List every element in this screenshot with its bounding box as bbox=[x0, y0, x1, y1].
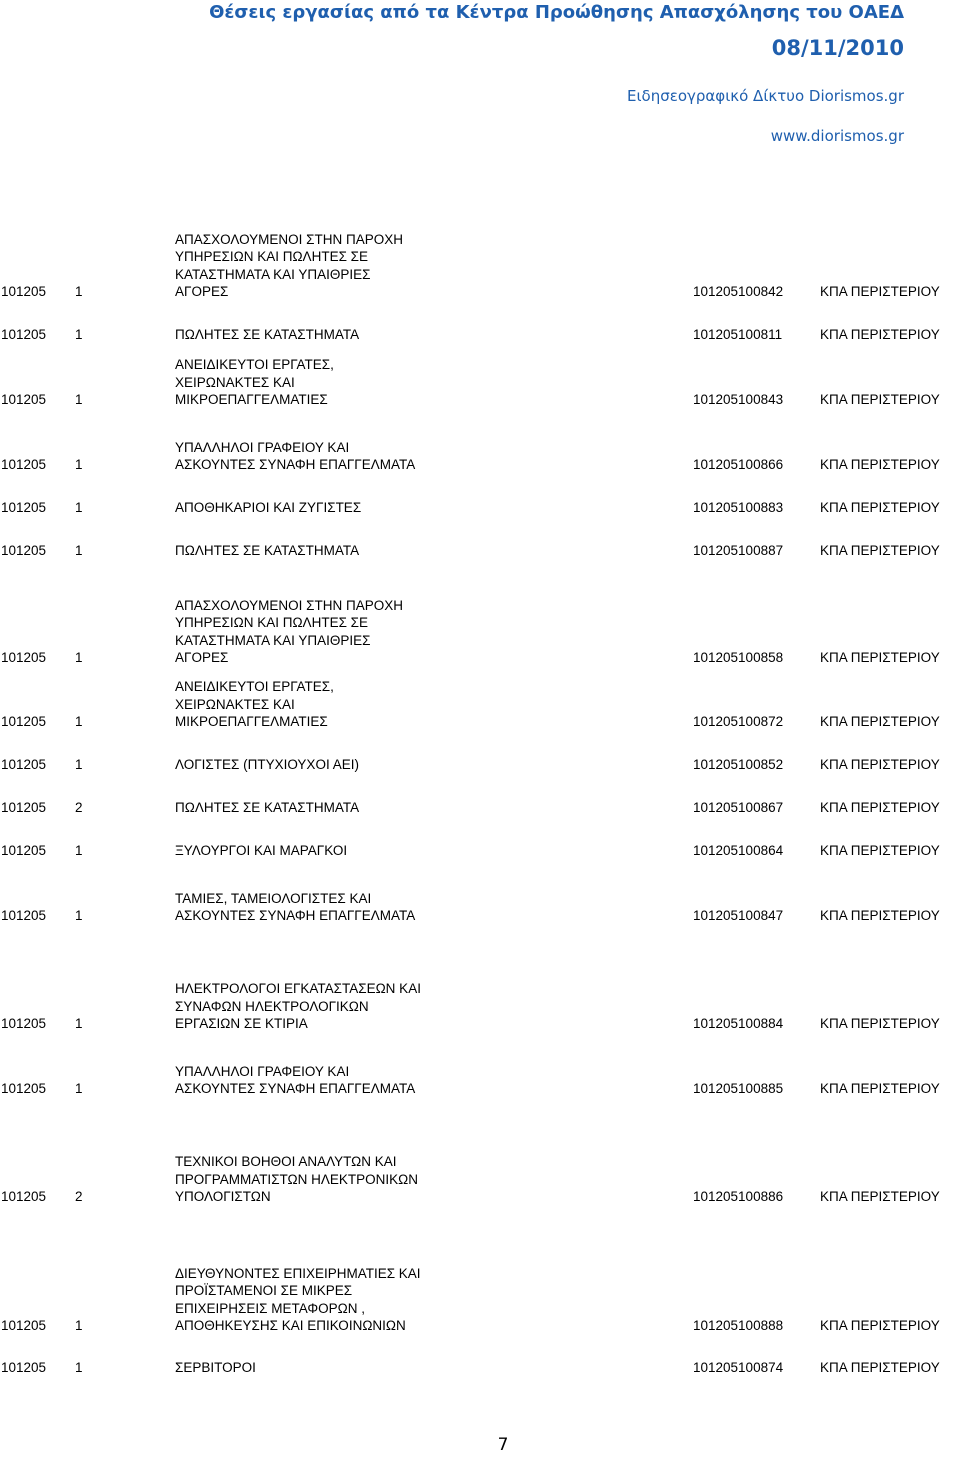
specialty-cell bbox=[175, 439, 415, 474]
specialty-line: ΜΙΚΡΟΕΠΑΓΓΕΛΜΑΤΙΕΣ bbox=[175, 392, 328, 407]
area-code-cell: 101205 bbox=[1, 392, 47, 407]
positions-count-cell: 1 bbox=[75, 714, 83, 729]
website-link[interactable]: www.diorismos.gr bbox=[770, 127, 904, 145]
table-row bbox=[0, 679, 960, 731]
area-code-cell: 101205 bbox=[1, 908, 47, 923]
positions-count-cell: 1 bbox=[75, 327, 83, 342]
office-cell: ΚΠΑ ΠΕΡΙΣΤΕΡΙΟΥ bbox=[820, 284, 940, 299]
office-cell: ΚΠΑ ΠΕΡΙΣΤΕΡΙΟΥ bbox=[820, 1016, 940, 1031]
area-code-cell: 101205 bbox=[1, 500, 47, 515]
positions-count-cell: 1 bbox=[75, 1360, 83, 1375]
table-row bbox=[0, 799, 960, 817]
specialty-line: ΑΓΟΡΕΣ bbox=[175, 650, 229, 665]
table-row bbox=[0, 890, 960, 925]
positions-count-cell: 1 bbox=[75, 1016, 83, 1031]
area-code-cell: 101205 bbox=[1, 1360, 47, 1375]
specialty-cell bbox=[175, 231, 403, 301]
specialty-line: ΑΝΕΙΔΙΚΕΥΤΟΙ ΕΡΓΑΤΕΣ, bbox=[175, 679, 334, 694]
specialty-line: ΤΑΜΙΕΣ, ΤΑΜΕΙΟΛΟΓΙΣΤΕΣ ΚΑΙ bbox=[175, 890, 372, 906]
positions-count-cell: 1 bbox=[75, 843, 83, 858]
specialty-line: ΑΠΑΣΧΟΛΟΥΜΕΝΟΙ ΣΤΗΝ ΠΑΡΟΧΗ bbox=[175, 597, 404, 613]
job-id-cell: 101205100842 bbox=[693, 284, 784, 299]
office-cell: ΚΠΑ ΠΕΡΙΣΤΕΡΙΟΥ bbox=[820, 650, 940, 665]
job-id-cell: 101205100885 bbox=[693, 1081, 784, 1096]
specialty-cell bbox=[175, 1359, 256, 1377]
job-id-cell: 101205100843 bbox=[693, 392, 784, 407]
job-id-cell: 101205100887 bbox=[693, 543, 784, 558]
specialty-line: ΠΩΛΗΤΕΣ ΣΕ ΚΑΤΑΣΤΗΜΑΤΑ bbox=[175, 800, 360, 815]
table-row bbox=[0, 499, 960, 517]
area-code-cell: 101205 bbox=[1, 757, 47, 772]
specialty-line: ΥΠΑΛΛΗΛΟΙ ΓΡΑΦΕΙΟΥ ΚΑΙ bbox=[175, 439, 350, 455]
specialty-cell bbox=[175, 980, 421, 1033]
specialty-cell bbox=[175, 799, 359, 817]
area-code-cell: 101205 bbox=[1, 543, 47, 558]
specialty-cell bbox=[175, 1063, 415, 1098]
table-row bbox=[0, 1359, 960, 1377]
area-code-cell: 101205 bbox=[1, 457, 47, 472]
specialty-line: ΑΠΟΘΗΚΕΥΣΗΣ ΚΑΙ ΕΠΙΚΟΙΝΩΝΙΩΝ bbox=[175, 1318, 406, 1333]
area-code-cell: 101205 bbox=[1, 1016, 47, 1031]
specialty-line: ΑΓΟΡΕΣ bbox=[175, 284, 229, 299]
document-date: 08/11/2010 bbox=[771, 36, 904, 60]
specialty-line: ΚΑΤΑΣΤΗΜΑΤΑ ΚΑΙ ΥΠΑΙΘΡΙΕΣ bbox=[175, 266, 371, 282]
table-row bbox=[0, 756, 960, 774]
positions-count-cell: 1 bbox=[75, 392, 83, 407]
specialty-cell bbox=[175, 326, 359, 344]
specialty-line: ΑΝΕΙΔΙΚΕΥΤΟΙ ΕΡΓΑΤΕΣ, bbox=[175, 357, 334, 372]
job-id-cell: 101205100867 bbox=[693, 800, 784, 815]
positions-count-cell: 1 bbox=[75, 1081, 83, 1096]
specialty-line: ΠΩΛΗΤΕΣ ΣΕ ΚΑΤΑΣΤΗΜΑΤΑ bbox=[175, 543, 360, 558]
job-id-cell: 101205100874 bbox=[693, 1360, 784, 1375]
job-id-cell: 101205100886 bbox=[693, 1189, 784, 1204]
specialty-cell bbox=[175, 542, 359, 560]
job-id-cell: 101205100884 bbox=[693, 1016, 784, 1031]
table-row bbox=[0, 597, 960, 667]
positions-count-cell: 1 bbox=[75, 543, 83, 558]
area-code-cell: 101205 bbox=[1, 714, 47, 729]
office-cell: ΚΠΑ ΠΕΡΙΣΤΕΡΙΟΥ bbox=[820, 714, 940, 729]
office-cell: ΚΠΑ ΠΕΡΙΣΤΕΡΙΟΥ bbox=[820, 1081, 940, 1096]
specialty-cell bbox=[175, 499, 361, 517]
office-cell: ΚΠΑ ΠΕΡΙΣΤΕΡΙΟΥ bbox=[820, 843, 940, 858]
specialty-line: ΑΣΚΟΥΝΤΕΣ ΣΥΝΑΦΗ ΕΠΑΓΓΕΛΜΑΤΑ bbox=[175, 457, 416, 472]
table-row bbox=[0, 439, 960, 474]
positions-count-cell: 2 bbox=[75, 800, 83, 815]
job-id-cell: 101205100872 bbox=[693, 714, 784, 729]
specialty-line: ΜΙΚΡΟΕΠΑΓΓΕΛΜΑΤΙΕΣ bbox=[175, 714, 328, 729]
specialty-line: ΣΕΡΒΙΤΟΡΟΙ bbox=[175, 1360, 256, 1375]
specialty-line: ΥΠΗΡΕΣΙΩΝ ΚΑΙ ΠΩΛΗΤΕΣ ΣΕ bbox=[175, 615, 369, 630]
specialty-line: ΥΠΗΡΕΣΙΩΝ ΚΑΙ ΠΩΛΗΤΕΣ ΣΕ bbox=[175, 249, 369, 264]
office-cell: ΚΠΑ ΠΕΡΙΣΤΕΡΙΟΥ bbox=[820, 327, 940, 342]
job-id-cell: 101205100888 bbox=[693, 1318, 784, 1333]
specialty-line: ΑΣΚΟΥΝΤΕΣ ΣΥΝΑΦΗ ΕΠΑΓΓΕΛΜΑΤΑ bbox=[175, 908, 416, 923]
office-cell: ΚΠΑ ΠΕΡΙΣΤΕΡΙΟΥ bbox=[820, 1189, 940, 1204]
positions-count-cell: 1 bbox=[75, 908, 83, 923]
specialty-line: ΠΡΟΓΡΑΜΜΑΤΙΣΤΩΝ ΗΛΕΚΤΡΟΝΙΚΩΝ bbox=[175, 1171, 418, 1187]
specialty-line: ΗΛΕΚΤΡΟΛΟΓΟΙ ΕΓΚΑΤΑΣΤΑΣΕΩΝ ΚΑΙ bbox=[175, 981, 421, 996]
job-id-cell: 101205100847 bbox=[693, 908, 784, 923]
office-cell: ΚΠΑ ΠΕΡΙΣΤΕΡΙΟΥ bbox=[820, 457, 940, 472]
office-cell: ΚΠΑ ΠΕΡΙΣΤΕΡΙΟΥ bbox=[820, 757, 940, 772]
job-id-cell: 101205100852 bbox=[693, 757, 784, 772]
table-row bbox=[0, 231, 960, 301]
positions-count-cell: 2 bbox=[75, 1189, 83, 1204]
job-id-cell: 101205100811 bbox=[693, 327, 783, 342]
page-number: 7 bbox=[497, 1435, 509, 1455]
news-network-label: Ειδησεογραφικό Δίκτυο Diorismos.gr bbox=[626, 87, 904, 105]
job-id-cell: 101205100864 bbox=[693, 843, 784, 858]
office-cell: ΚΠΑ ΠΕΡΙΣΤΕΡΙΟΥ bbox=[820, 500, 940, 515]
job-id-cell: 101205100883 bbox=[693, 500, 784, 515]
specialty-line: ΠΩΛΗΤΕΣ ΣΕ ΚΑΤΑΣΤΗΜΑΤΑ bbox=[175, 327, 360, 342]
area-code-cell: 101205 bbox=[1, 843, 47, 858]
specialty-cell bbox=[175, 1265, 421, 1335]
area-code-cell: 101205 bbox=[1, 800, 47, 815]
specialty-line: ΥΠΟΛΟΓΙΣΤΩΝ bbox=[175, 1189, 271, 1204]
area-code-cell: 101205 bbox=[1, 1189, 47, 1204]
specialty-cell bbox=[175, 756, 359, 774]
specialty-line: ΞΥΛΟΥΡΓΟΙ ΚΑΙ ΜΑΡΑΓΚΟΙ bbox=[175, 843, 348, 858]
area-code-cell: 101205 bbox=[1, 284, 47, 299]
specialty-line: ΚΑΤΑΣΤΗΜΑΤΑ ΚΑΙ ΥΠΑΙΘΡΙΕΣ bbox=[175, 632, 371, 648]
specialty-line: ΑΠΑΣΧΟΛΟΥΜΕΝΟΙ ΣΤΗΝ ΠΑΡΟΧΗ bbox=[175, 231, 404, 247]
specialty-line: ΠΡΟΪΣΤΑΜΕΝΟΙ ΣΕ ΜΙΚΡΕΣ bbox=[175, 1283, 353, 1298]
area-code-cell: 101205 bbox=[1, 327, 47, 342]
office-cell: ΚΠΑ ΠΕΡΙΣΤΕΡΙΟΥ bbox=[820, 800, 940, 815]
specialty-line: ΕΠΙΧΕΙΡΗΣΕΙΣ ΜΕΤΑΦΟΡΩΝ , bbox=[175, 1300, 365, 1316]
specialty-cell bbox=[175, 356, 334, 409]
positions-count-cell: 1 bbox=[75, 1318, 83, 1333]
office-cell: ΚΠΑ ΠΕΡΙΣΤΕΡΙΟΥ bbox=[820, 392, 940, 407]
office-cell: ΚΠΑ ΠΕΡΙΣΤΕΡΙΟΥ bbox=[820, 908, 940, 923]
table-row bbox=[0, 842, 960, 860]
area-code-cell: 101205 bbox=[1, 1318, 47, 1333]
positions-count-cell: 1 bbox=[75, 284, 83, 299]
table-row bbox=[0, 326, 960, 344]
specialty-line: ΧΕΙΡΩΝΑΚΤΕΣ ΚΑΙ bbox=[175, 374, 295, 390]
specialty-line: ΕΡΓΑΣΙΩΝ ΣΕ ΚΤΙΡΙΑ bbox=[175, 1016, 308, 1031]
positions-count-cell: 1 bbox=[75, 457, 83, 472]
table-row bbox=[0, 1265, 960, 1335]
table-row bbox=[0, 981, 960, 1033]
table-row bbox=[0, 1063, 960, 1098]
job-id-cell: 101205100858 bbox=[693, 650, 784, 665]
specialty-cell bbox=[175, 842, 347, 860]
specialty-line: ΣΥΝΑΦΩΝ ΗΛΕΚΤΡΟΛΟΓΙΚΩΝ bbox=[175, 998, 369, 1014]
table-row bbox=[0, 542, 960, 560]
specialty-line: ΑΠΟΘΗΚΑΡΙΟΙ ΚΑΙ ΖΥΓΙΣΤΕΣ bbox=[175, 500, 362, 515]
document-title: Θέσεις εργασίας από τα Κέντρα Προώθησης Απασχόλησης του ΟΑΕΔ bbox=[209, 2, 904, 23]
office-cell: ΚΠΑ ΠΕΡΙΣΤΕΡΙΟΥ bbox=[820, 543, 940, 558]
office-cell: ΚΠΑ ΠΕΡΙΣΤΕΡΙΟΥ bbox=[820, 1318, 940, 1333]
table-row bbox=[0, 1154, 960, 1206]
area-code-cell: 101205 bbox=[1, 650, 47, 665]
specialty-cell bbox=[175, 890, 415, 925]
specialty-line: ΤΕΧΝΙΚΟΙ ΒΟΗΘΟΙ ΑΝΑΛΥΤΩΝ ΚΑΙ bbox=[175, 1154, 397, 1169]
positions-count-cell: 1 bbox=[75, 650, 83, 665]
positions-count-cell: 1 bbox=[75, 757, 83, 772]
office-cell: ΚΠΑ ΠΕΡΙΣΤΕΡΙΟΥ bbox=[820, 1360, 940, 1375]
specialty-line: ΑΣΚΟΥΝΤΕΣ ΣΥΝΑΦΗ ΕΠΑΓΓΕΛΜΑΤΑ bbox=[175, 1081, 416, 1096]
specialty-line: ΛΟΓΙΣΤΕΣ (ΠΤΥΧΙΟΥΧΟΙ ΑΕΙ) bbox=[175, 757, 359, 772]
specialty-line: ΥΠΑΛΛΗΛΟΙ ΓΡΑΦΕΙΟΥ ΚΑΙ bbox=[175, 1063, 350, 1079]
specialty-line: ΧΕΙΡΩΝΑΚΤΕΣ ΚΑΙ bbox=[175, 696, 295, 712]
positions-count-cell: 1 bbox=[75, 500, 83, 515]
table-row bbox=[0, 357, 960, 409]
area-code-cell: 101205 bbox=[1, 1081, 47, 1096]
specialty-cell bbox=[175, 1153, 418, 1206]
specialty-line: ΔΙΕΥΘΥΝΟΝΤΕΣ ΕΠΙΧΕΙΡΗΜΑΤΙΕΣ ΚΑΙ bbox=[175, 1265, 421, 1281]
job-id-cell: 101205100866 bbox=[693, 457, 784, 472]
specialty-cell bbox=[175, 678, 334, 731]
specialty-cell bbox=[175, 597, 403, 667]
